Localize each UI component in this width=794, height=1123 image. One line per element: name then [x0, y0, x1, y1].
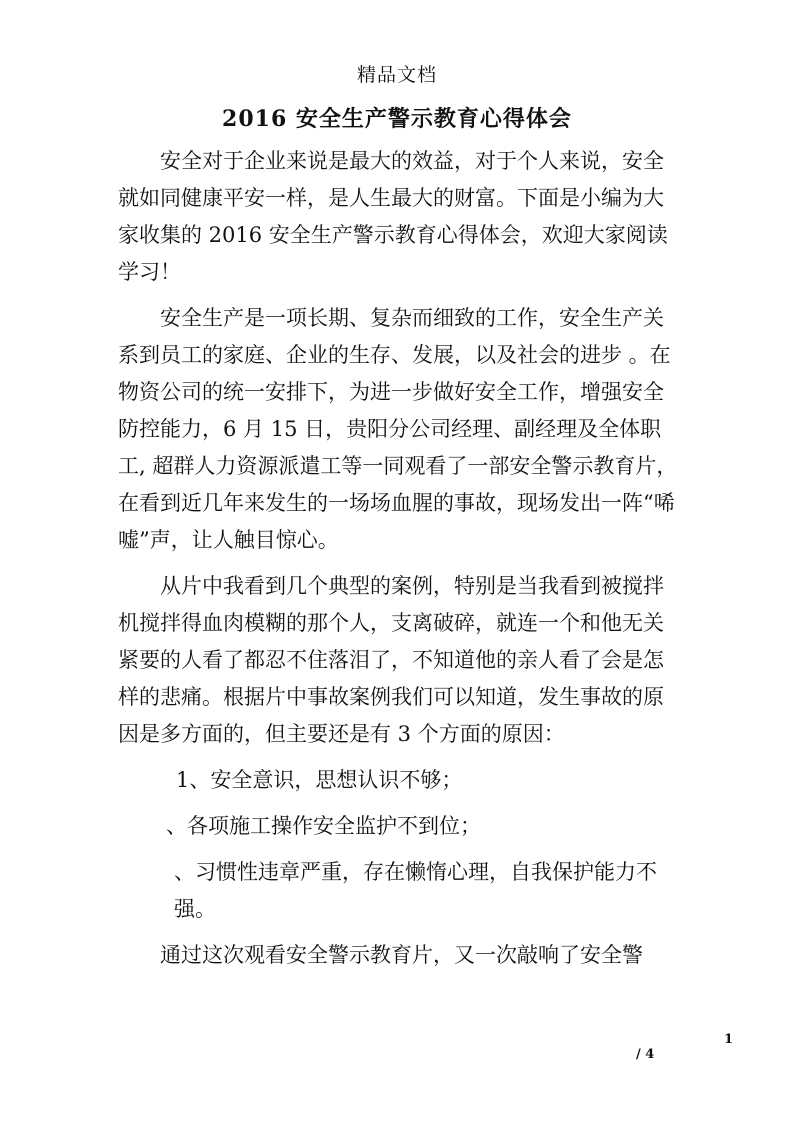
- list-item: 、各项施工操作安全监护不到位；: [166, 814, 481, 838]
- body-paragraph: 安全对于企业来说是最大的效益，对于个人来说，安全就如同健康平安一样，是人生最大的财富。下面是小编为大家收集的 2016 安全生产警示教育心得体会，欢迎大家阅读学习！: [118, 149, 668, 284]
- page-number: 1: [724, 1032, 734, 1047]
- list-item: 、习惯性违章严重，存在懒惰心理，自我保护能力不强。: [174, 860, 657, 921]
- document-body: [118, 143, 681, 974]
- body-paragraph: 安全生产是一项长期、复杂而细致的工作，安全生产关系到员工的家庭、企业的生存、发展，以及社会的进步 。在物资公司的统一安排下，为进一步做好安全工作，增强安全防控能力，6 月 15 日，贵阳分公司经理、副经理及全体职工, 超群人力资源派遣工等一同观看了一部安全警示教育片，在看到近几年来发生的一场场血腥的事故，现场发出一阵“唏嘘”声，让人触目惊心。: [118, 306, 678, 552]
- list-item: 1、安全意识，思想认识不够；: [176, 768, 463, 792]
- document-header: 精品文档: [356, 64, 437, 86]
- document-title: 2016 安全生产警示教育心得体会: [222, 106, 572, 132]
- page-total: / 4: [636, 1047, 655, 1062]
- body-paragraph: 通过这次观看安全警示教育片，又一次敲响了安全警: [160, 943, 643, 967]
- body-paragraph: 从片中我看到几个典型的案例，特别是当我看到被搅拌机搅拌得血肉模糊的那个人，支离破碎，就连一个和他无关紧要的人看了都忍不住落泪了，不知道他的亲人看了会是怎样的悲痛。根据片中事故案例我们可以知道，发生事故的原因是多方面的，但主要还是有 3 个方面的原因：: [118, 574, 664, 746]
